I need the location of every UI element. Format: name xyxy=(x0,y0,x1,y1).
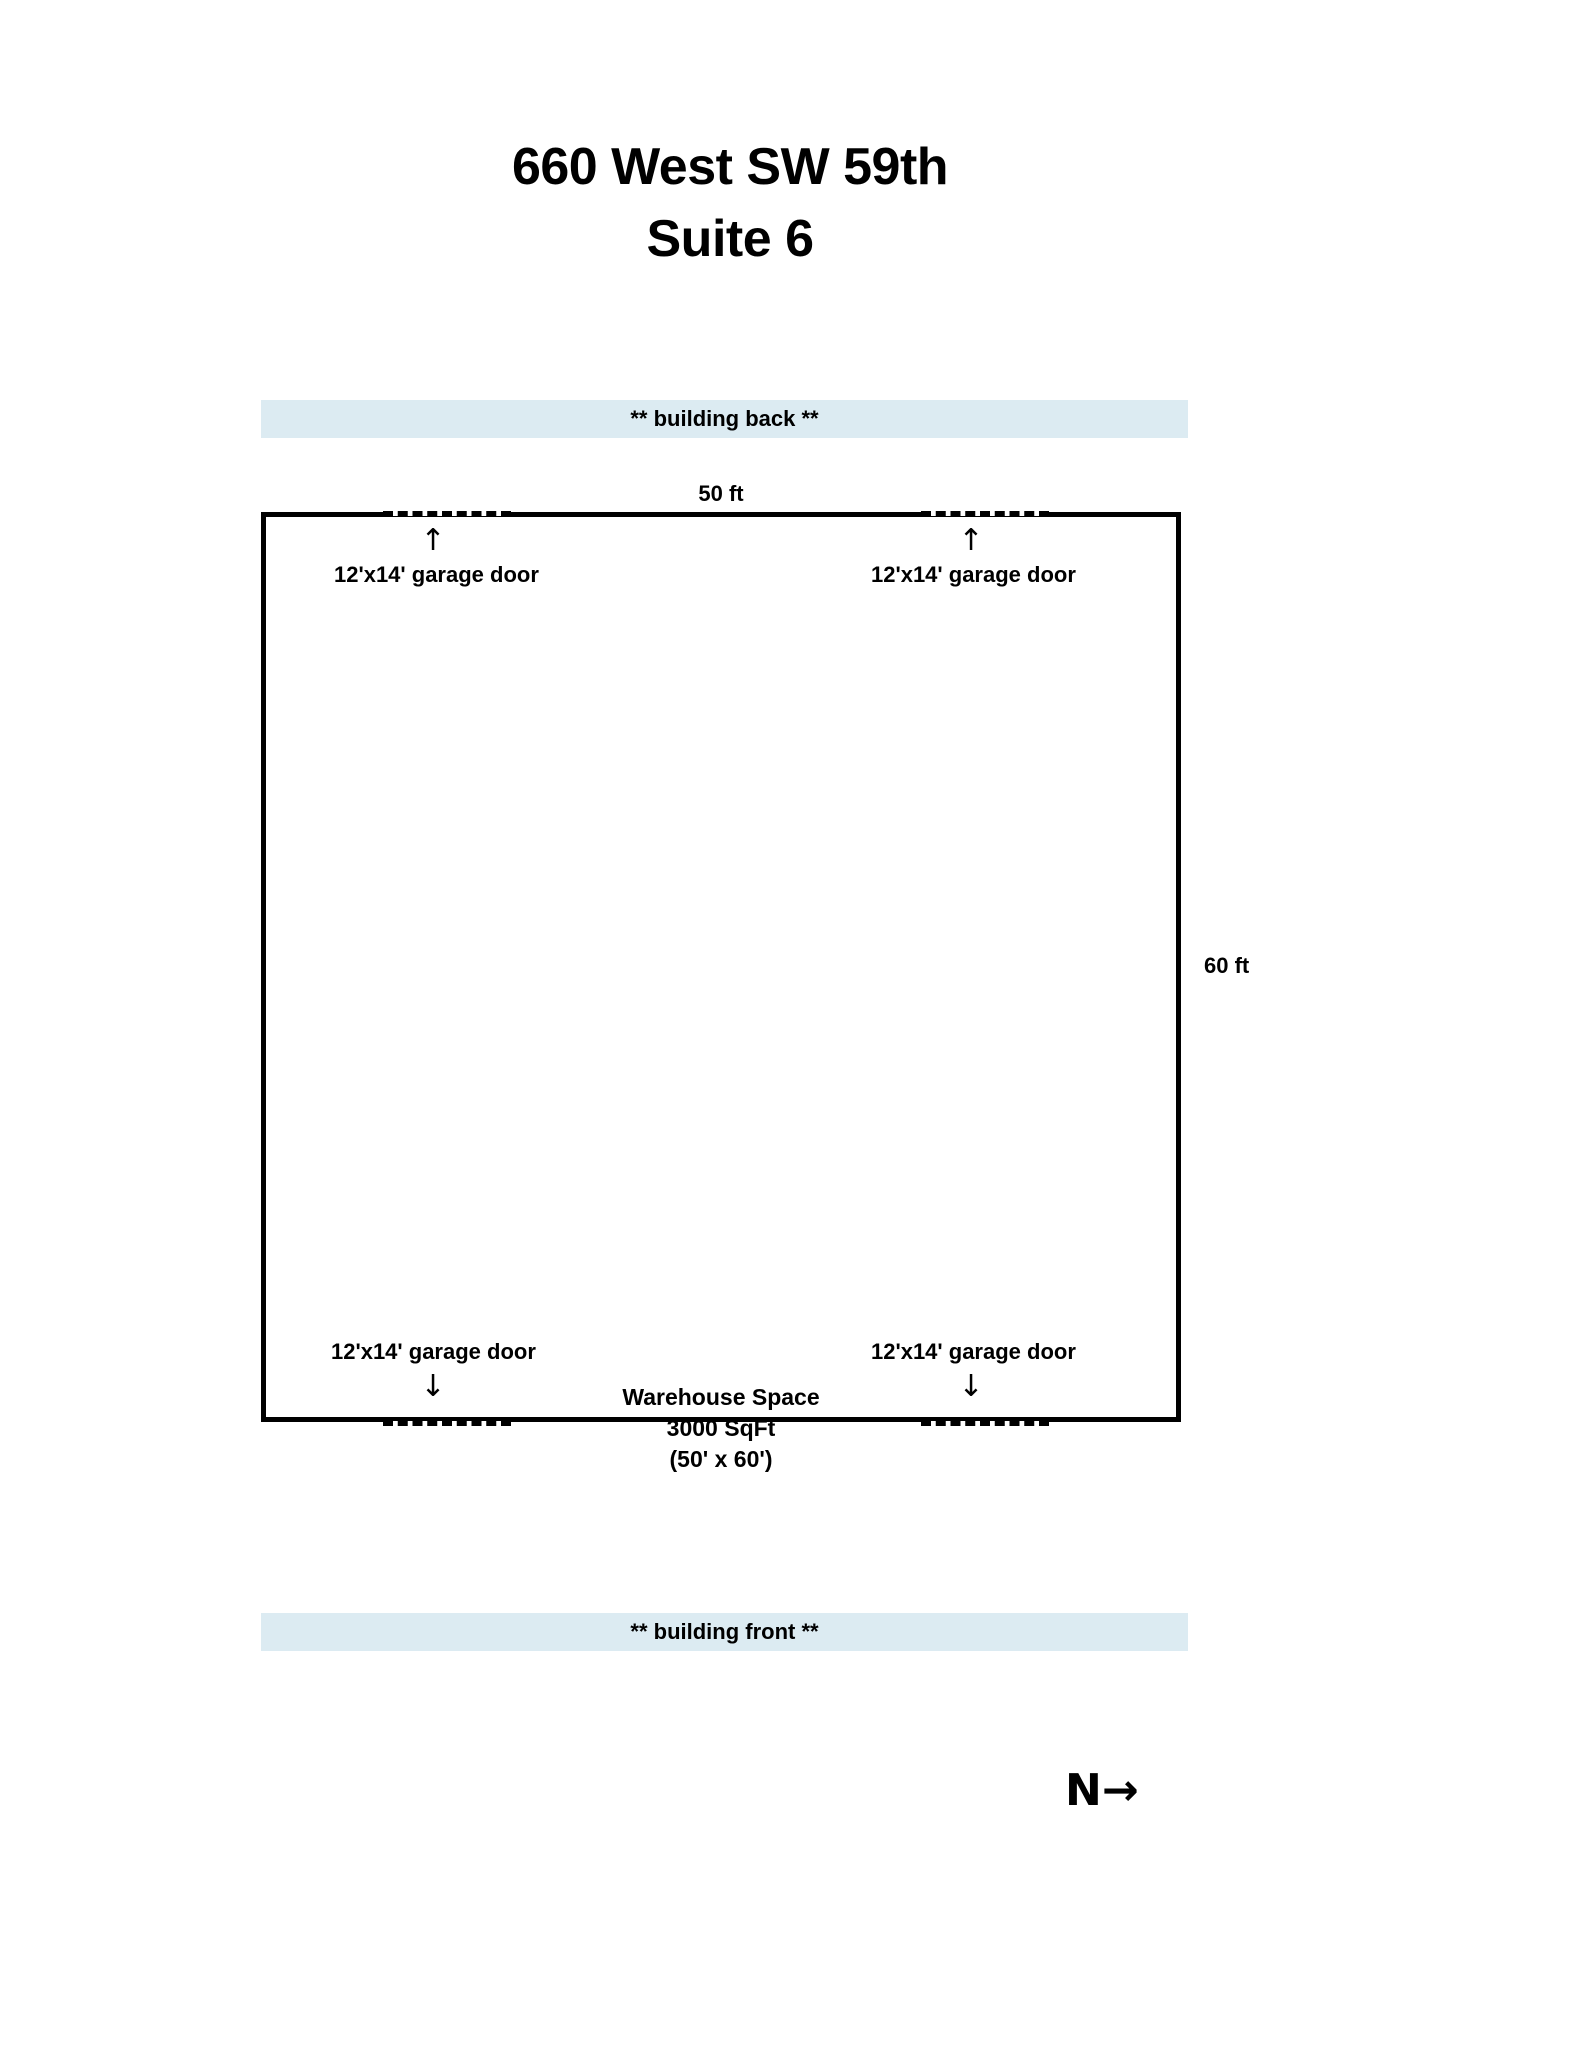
arrow-up-icon-top-left: ↑ xyxy=(420,523,446,558)
garage-door-label-bottom-left: 12'x14' garage door xyxy=(331,1339,536,1364)
north-arrow-icon: N→ xyxy=(1065,1765,1139,1816)
garage-door-opening-top-left xyxy=(383,511,511,516)
arrow-down-icon-bottom-right: ↓ xyxy=(958,1369,984,1404)
building-front-banner: ** building front ** xyxy=(261,1613,1188,1651)
width-dimension-label: 50 ft xyxy=(698,481,744,506)
garage-door-label-top-left: 12'x14' garage door xyxy=(334,562,539,587)
space-size: (50' x 60') xyxy=(669,1446,773,1473)
warehouse-space-caption xyxy=(261,1382,1181,1475)
garage-door-label-top-right: 12'x14' garage door xyxy=(871,562,1076,587)
page-title-line-1: 660 West SW 59th xyxy=(511,138,949,196)
space-area: 3000 SqFt xyxy=(666,1415,776,1442)
space-name: Warehouse Space xyxy=(622,1384,820,1410)
page-title-line-2: Suite 6 xyxy=(646,209,814,268)
height-dimension-label: 60 ft xyxy=(1204,953,1250,978)
arrow-up-icon-top-right: ↑ xyxy=(958,523,984,558)
warehouse-outline xyxy=(261,512,1181,1422)
building-back-banner: ** building back ** xyxy=(261,400,1188,438)
page-title xyxy=(0,132,1460,276)
arrow-down-icon-bottom-left: ↓ xyxy=(420,1369,446,1404)
garage-door-label-bottom-right: 12'x14' garage door xyxy=(871,1339,1076,1364)
garage-door-opening-top-right xyxy=(921,511,1049,516)
floor-plan xyxy=(261,512,1181,1473)
